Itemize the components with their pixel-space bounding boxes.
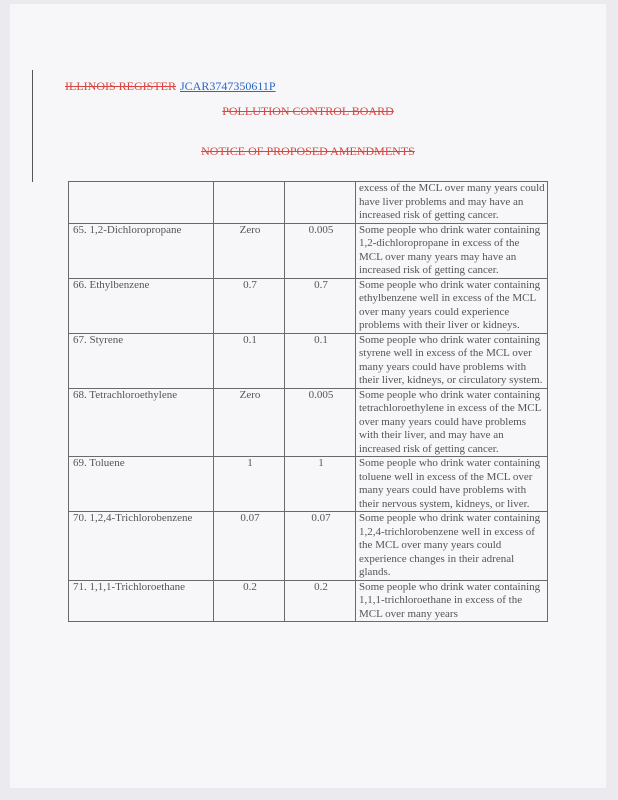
contaminant-cell: 69. Toluene: [69, 457, 214, 512]
health-effect-cell: Some people who drink water containing 1,1,1-trichloroethane in excess of the MCL over many years: [356, 580, 548, 622]
mclg-cell: [214, 182, 285, 224]
health-effect-cell: Some people who drink water containing toluene well in excess of the MCL over many years could have problems with their nervous system, kidneys, or liver.: [356, 457, 548, 512]
table-row: [69, 388, 548, 457]
contaminant-cell: [69, 182, 214, 224]
contaminant-cell: 71. 1,1,1-Trichloroethane: [69, 580, 214, 622]
health-effect-cell: Some people who drink water containing tetrachloroethylene in excess of the MCL over many years could have problems with their liver, and may have an increased risk of getting cancer.: [356, 388, 548, 457]
mclg-cell: 1: [214, 457, 285, 512]
table-row: [69, 278, 548, 333]
table-row: [69, 223, 548, 278]
contaminant-cell: 65. 1,2-Dichloropropane: [69, 223, 214, 278]
board-heading: POLLUTION CONTROL BOARD: [222, 104, 394, 118]
health-effect-cell: excess of the MCL over many years could have liver problems and may have an increased risk of getting cancer.: [356, 182, 548, 224]
margin-change-bar: [32, 70, 33, 182]
table-row: [69, 580, 548, 622]
mclg-cell: Zero: [214, 223, 285, 278]
mcl-cell: 0.07: [285, 512, 356, 581]
mcl-cell: 0.1: [285, 333, 356, 388]
health-effect-cell: Some people who drink water containing 1,2-dichloropropane in excess of the MCL over many years may have an increased risk of getting cancer.: [356, 223, 548, 278]
contaminant-cell: 68. Tetrachloroethylene: [69, 388, 214, 457]
notice-heading: NOTICE OF PROPOSED AMENDMENTS: [201, 144, 415, 158]
contaminant-cell: 67. Styrene: [69, 333, 214, 388]
mclg-cell: 0.1: [214, 333, 285, 388]
mclg-cell: 0.7: [214, 278, 285, 333]
mcl-cell: 0.005: [285, 223, 356, 278]
health-effect-cell: Some people who drink water containing ethylbenzene well in excess of the MCL over many years could experience problems with their liver or kidneys.: [356, 278, 548, 333]
mcl-cell: 0.7: [285, 278, 356, 333]
contaminant-cell: 70. 1,2,4-Trichlorobenzene: [69, 512, 214, 581]
mcl-cell: [285, 182, 356, 224]
mclg-cell: 0.2: [214, 580, 285, 622]
contaminant-table: [68, 181, 548, 622]
jcar-code: JCAR3747350611P: [180, 79, 276, 93]
table-row: [69, 333, 548, 388]
register-title-struck: ILLINOIS REGISTER: [65, 79, 176, 93]
table-row: [69, 512, 548, 581]
mclg-cell: Zero: [214, 388, 285, 457]
document-page: [10, 4, 606, 788]
mcl-cell: 0.2: [285, 580, 356, 622]
health-effect-cell: Some people who drink water containing 1,2,4-trichlorobenzene well in excess of the MCL over many years could experience changes in their adrenal glands.: [356, 512, 548, 581]
mcl-cell: 0.005: [285, 388, 356, 457]
mcl-cell: 1: [285, 457, 356, 512]
health-effect-cell: Some people who drink water containing styrene well in excess of the MCL over many years could have problems with their liver, kidneys, or circulatory system.: [356, 333, 548, 388]
table-row: [69, 457, 548, 512]
mclg-cell: 0.07: [214, 512, 285, 581]
register-line: [65, 79, 276, 94]
contaminant-cell: 66. Ethylbenzene: [69, 278, 214, 333]
table-row: [69, 182, 548, 224]
